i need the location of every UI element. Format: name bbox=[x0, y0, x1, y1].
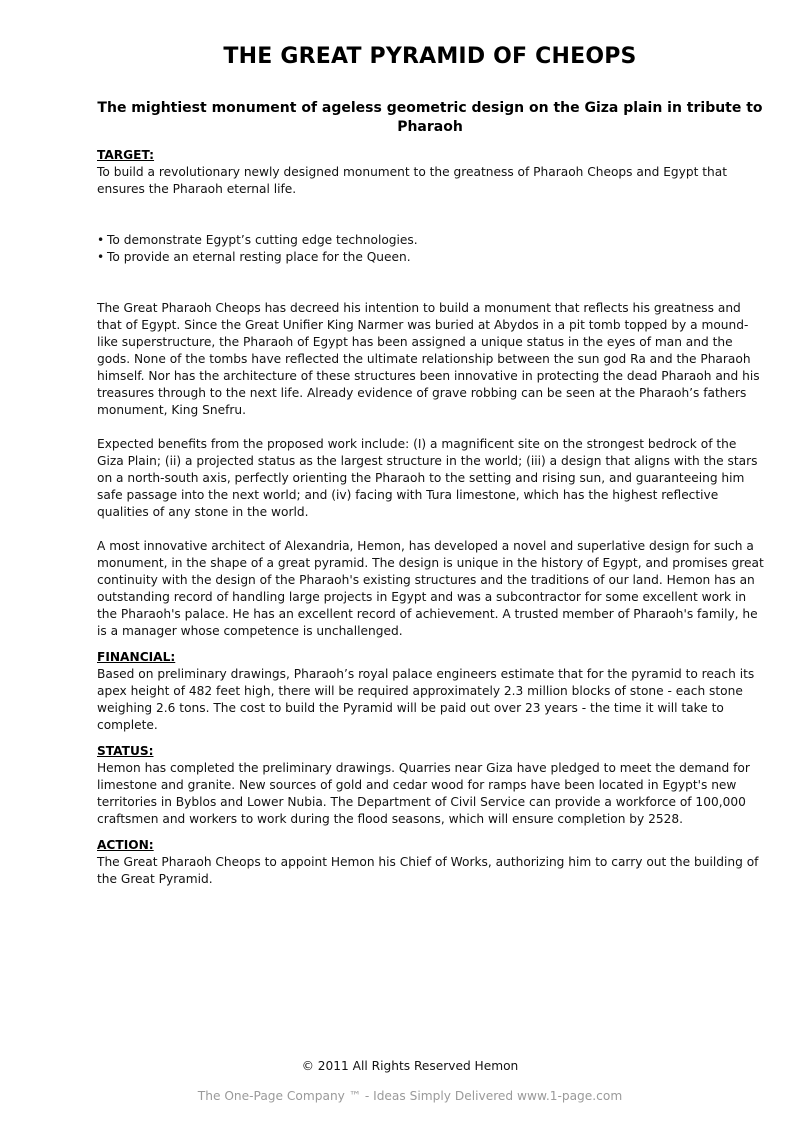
action-section bbox=[97, 837, 765, 888]
action-heading: ACTION: bbox=[97, 838, 154, 852]
status-heading: STATUS: bbox=[97, 744, 154, 758]
bullet-text: To provide an eternal resting place for the Queen. bbox=[107, 250, 411, 264]
target-text: To build a revolutionary newly designed monument to the greatness of Pharaoh Cheops and Egypt that ensures the Pharaoh eternal life. bbox=[97, 165, 727, 196]
status-text: Hemon has completed the preliminary drawings. Quarries near Giza have pledged to meet the demand for limestone and granite. New sources of gold and cedar wood for ramps have been located in Egypt's new territories in Byblos and Lower Nubia. The Department of Civil Service can provide a workforce of 100,000 craftsmen and workers to work during the flood seasons, which will ensure completion by 2528. bbox=[97, 761, 750, 826]
bullet-icon: • bbox=[97, 233, 105, 247]
footer-copyright: © 2011 All Rights Reserved Hemon bbox=[301, 1059, 519, 1073]
status-section bbox=[97, 743, 765, 828]
target-paragraph: Expected benefits from the proposed work include: (I) a magnificent site on the strongest bedrock of the Giza Plain; (ii) a projected status as the largest structure in the world; (iii) a design that aligns with the stars on a north-south axis, perfectly orienting the Pharaoh to the setting and rising sun, and guaranteeing him safe passage into the next world; and (iv) facing with Tura limestone, which has the highest reflective qualities of any stone in the world. bbox=[97, 437, 758, 519]
action-text: The Great Pharaoh Cheops to appoint Hemon his Chief of Works, authorizing him to carry out the building of the Great Pyramid. bbox=[97, 855, 759, 886]
list-item bbox=[97, 232, 765, 249]
bullet-icon: • bbox=[97, 250, 105, 264]
target-section bbox=[97, 147, 765, 640]
bullet-text: To demonstrate Egypt’s cutting edge technologies. bbox=[107, 233, 418, 247]
target-paragraph: A most innovative architect of Alexandria, Hemon, has developed a novel and superlative design for such a monument, in the shape of a great pyramid. The design is unique in the history of Egypt, and promises great continuity with the design of the Pharaoh's existing structures and the traditions of our land. Hemon has an outstanding record of handling large projects in Egypt and was a subcontractor for some excellent work in the Pharaoh's palace. He has an excellent record of achievement. A trusted member of Pharaoh's family, he is a manager whose competence is unchallenged. bbox=[97, 539, 764, 638]
target-heading: TARGET: bbox=[97, 148, 155, 162]
financial-text: Based on preliminary drawings, Pharaoh’s royal palace engineers estimate that for the pyramid to reach its apex height of 482 feet high, there will be required approximately 2.3 million blocks of stone - each stone weighing 2.6 tons. The cost to build the Pyramid will be paid out over 23 years - the time it will take to complete. bbox=[97, 667, 755, 732]
target-bullet-list bbox=[97, 232, 765, 266]
page-subtitle: The mightiest monument of ageless geometric design on the Giza plain in tribute to Pharaoh bbox=[97, 100, 763, 135]
footer-brand: The One-Page Company ™ - Ideas Simply Delivered www.1-page.com bbox=[197, 1089, 623, 1103]
financial-heading: FINANCIAL: bbox=[97, 650, 176, 664]
target-paragraph: The Great Pharaoh Cheops has decreed his intention to build a monument that reflects his greatness and that of Egypt. Since the Great Unifier King Narmer was buried at Abydos in a pit tomb topped by a mound-like superstructure, the Pharaoh of Egypt has been assigned a unique status in the eyes of man and the gods. None of the tombs have reflected the ultimate relationship between the sun god Ra and the Pharaoh himself. Nor has the architecture of these structures been innovative in protecting the dead Pharaoh and his treasures through to the next life. Already evidence of grave robbing can be seen at the Pharaoh’s fathers monument, King Snefru. bbox=[97, 301, 760, 417]
financial-section bbox=[97, 649, 765, 734]
document-body bbox=[97, 147, 765, 888]
list-item bbox=[97, 249, 765, 266]
page-title: THE GREAT PYRAMID OF CHEOPS bbox=[223, 44, 637, 69]
